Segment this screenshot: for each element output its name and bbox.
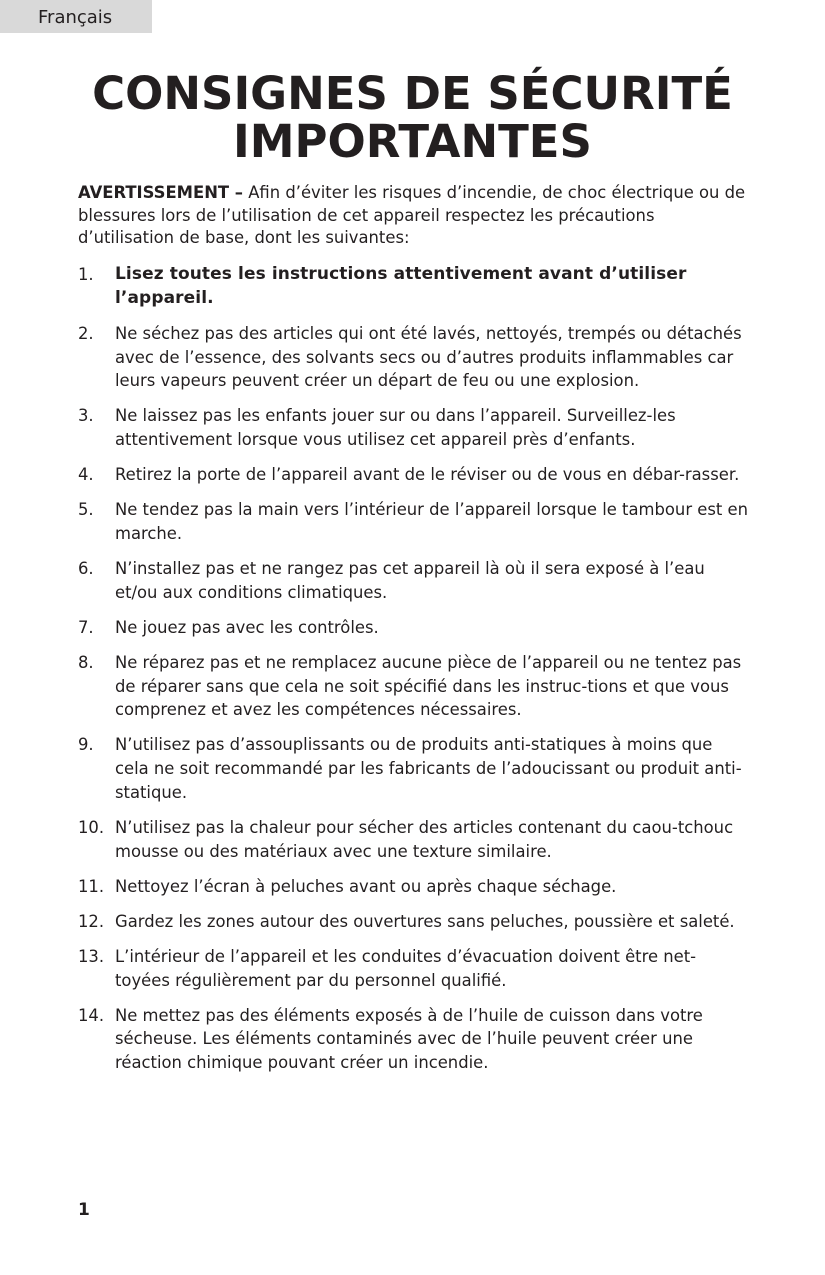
safety-rule-4	[78, 463, 750, 487]
rule-number: 2.	[78, 323, 94, 343]
rule-text: Gardez les zones autour des ouvertures sans peluches, poussière et saleté.	[115, 911, 735, 931]
safety-rule-7	[78, 616, 750, 640]
safety-rule-13	[78, 945, 750, 992]
page-number: 1	[78, 1200, 90, 1220]
rule-text: Nettoyez l’écran à peluches avant ou après chaque séchage.	[115, 876, 617, 896]
rule-text: Ne mettez pas des éléments exposés à de l’huile de cuisson dans votre sécheuse. Les éléments contaminés avec de l’huile peuvent créer une réaction chimique pouvant créer un incendie.	[115, 1005, 703, 1073]
rule-number: 12.	[78, 911, 105, 931]
rule-number: 9.	[78, 735, 94, 755]
safety-rules-list	[78, 263, 750, 1086]
rule-number: 5.	[78, 500, 94, 520]
title-line-2: IMPORTANTES	[233, 115, 592, 168]
safety-rule-1	[78, 263, 750, 310]
rule-text: Ne jouez pas avec les contrôles.	[115, 617, 379, 637]
rule-number: 1.	[78, 265, 94, 284]
rule-text: N’installez pas et ne rangez pas cet appareil là où il sera exposé à l’eau et/ou aux conditions climatiques.	[115, 558, 705, 602]
rule-number: 3.	[78, 406, 94, 426]
rule-number: 11.	[78, 876, 105, 896]
rule-number: 7.	[78, 617, 94, 637]
rule-number: 10.	[78, 817, 105, 837]
rule-text: Ne séchez pas des articles qui ont été lavés, nettoyés, trempés ou détachés avec de l’essence, des solvants secs ou d’autres produits inflammables car leurs vapeurs peuvent créer un départ de feu ou une explosion.	[115, 323, 742, 391]
rule-text: L’intérieur de l’appareil et les conduites d’évacuation doivent être net-toyées régulièrement par du personnel qualifié.	[115, 946, 697, 990]
safety-rule-14	[78, 1004, 750, 1075]
safety-rule-5	[78, 498, 750, 545]
rule-number: 8.	[78, 652, 94, 672]
safety-rule-12	[78, 910, 750, 934]
warning-text: Afin d’éviter les risques d’incendie, de choc électrique ou de blessures lors de l’utilisation de cet appareil respectez les précautions d’utilisation de base, dont les suivantes:	[78, 183, 746, 247]
safety-rule-3	[78, 404, 750, 451]
rule-text: N’utilisez pas d’assouplissants ou de produits anti-statiques à moins que cela ne soit recommandé par les fabricants de l’adoucissant ou produit anti-statique.	[115, 735, 742, 802]
safety-rule-10	[78, 816, 750, 863]
rule-number: 4.	[78, 465, 94, 485]
rule-text: Lisez toutes les instructions attentivement avant d’utiliser l’appareil.	[115, 264, 687, 308]
warning-label: AVERTISSEMENT –	[78, 183, 243, 202]
rule-text: Ne tendez pas la main vers l’intérieur de l’appareil lorsque le tambour est en marche.	[115, 500, 748, 543]
rule-number: 13.	[78, 946, 105, 966]
language-tab: Français	[0, 0, 152, 33]
rule-text: N’utilisez pas la chaleur pour sécher des articles contenant du caou-tchouc mousse ou des matériaux avec une texture similaire.	[115, 817, 734, 861]
page-title	[40, 67, 785, 168]
rule-number: 14.	[78, 1005, 105, 1025]
safety-rule-9	[78, 733, 750, 804]
rule-number: 6.	[78, 558, 94, 578]
title-line-1: CONSIGNES DE SÉCURITÉ	[92, 67, 733, 120]
safety-rule-8	[78, 651, 750, 722]
rule-text: Retirez la porte de l’appareil avant de le réviser ou de vous en débar-rasser.	[115, 465, 740, 485]
safety-rule-2	[78, 322, 750, 393]
safety-rule-6	[78, 557, 750, 604]
rule-text: Ne réparez pas et ne remplacez aucune pièce de l’appareil ou ne tentez pas de réparer sans que cela ne soit spécifié dans les instruc-tions et que vous comprenez et avez les compétences nécessaires.	[115, 652, 742, 720]
rule-text: Ne laissez pas les enfants jouer sur ou dans l’appareil. Surveillez-les attentivement lorsque vous utilisez cet appareil près d’enfants.	[115, 406, 676, 449]
safety-rule-11	[78, 875, 750, 899]
warning-paragraph	[78, 182, 750, 250]
